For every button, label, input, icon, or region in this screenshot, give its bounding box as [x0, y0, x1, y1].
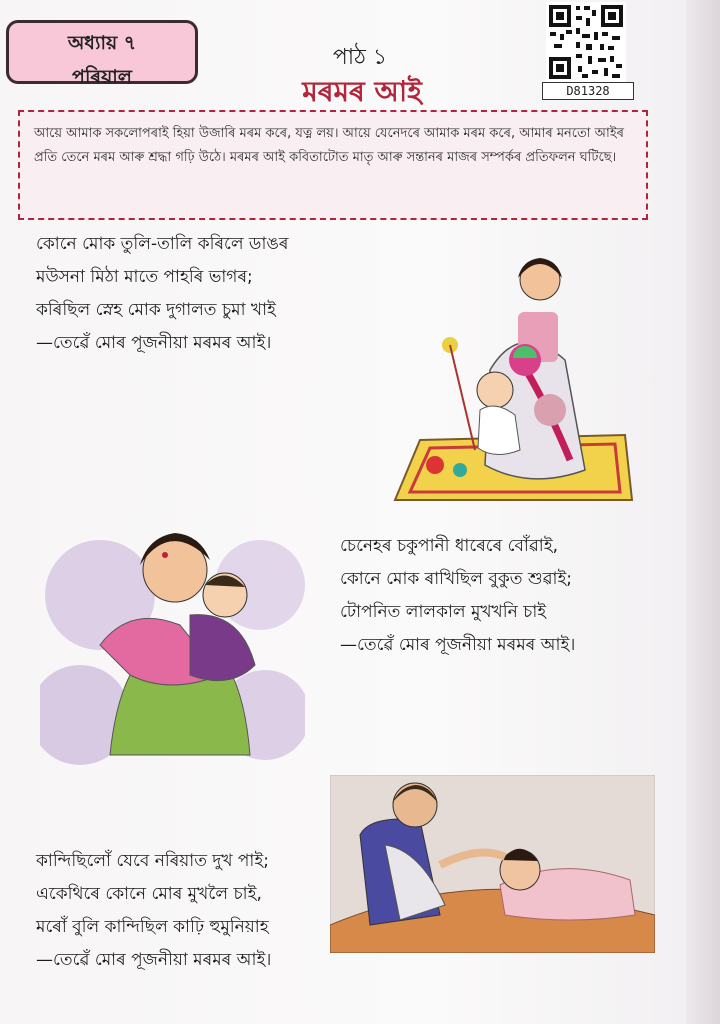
poem-stanza-2 — [340, 530, 575, 662]
poem-stanza-1 — [36, 228, 288, 360]
chapter-label-box — [6, 20, 198, 88]
mother-playing-with-baby-illustration — [370, 250, 640, 520]
poem-line: মৰোঁ বুলি কান্দিছিল কাঢ়ি হুমুনিয়াহ — [36, 917, 269, 937]
poem-line: মউসনা মিঠা মাতে পাহৰি ভাগৰ; — [36, 267, 253, 287]
poem-line: কোনে মোক তুলি-তালি কৰিলে ডাঙৰ — [36, 234, 289, 254]
poem-line: —তেৱেঁ মোৰ পূজনীয়া মৰমৰ আই। — [340, 635, 576, 655]
chapter-name: পৰিয়াল — [72, 66, 132, 88]
qr-code-icon[interactable] — [546, 2, 626, 82]
mother-hugging-child-illustration — [40, 515, 305, 785]
chapter-number: অধ্যায় ৭ — [67, 32, 137, 54]
mother-caring-sick-child-illustration — [330, 775, 655, 953]
poem-line: কোনে মোক ৰাখিছিল বুকুত শুৱাই; — [340, 569, 573, 589]
poem-line: একেথিৰে কোনে মোৰ মুখলৈ চাই, — [36, 884, 262, 904]
poem-line: —তেৱেঁ মোৰ পূজনীয়া মৰমৰ আই। — [36, 333, 272, 353]
page-edge — [686, 0, 720, 1024]
lesson-intro: আয়ে আমাক সকলোপৰাই হিয়া উজাৰি মৰম কৰে, যত্ন লয়। আয়ে যেনেদৰে আমাক মৰম কৰে, আমাৰ মনতো আইৰ প্ৰতি তেনে মৰম আৰু শ্ৰদ্ধা গঢ়ি উঠে। মৰমৰ আই কবিতাটোত মাতৃ আৰু সন্তানৰ মাজৰ সম্পৰ্কৰ প্ৰতিফলন ঘটিছে। — [18, 110, 648, 220]
lesson-number: পাঠ ১ — [332, 45, 388, 70]
poem-stanza-3 — [36, 845, 271, 977]
poem-line: কৰিছিল স্নেহ মোক দুগালত চুমা খাই — [36, 300, 276, 320]
poem-line: চেনেহৰ চকুপানী ধাৰেৰে বোঁৱাই, — [340, 536, 558, 556]
lesson-title: মৰমৰ আই — [302, 75, 422, 108]
qr-code-text: D81328 — [542, 82, 634, 100]
poem-line: কান্দিছিলোঁ যেবে নৰিয়াত দুখ পাই; — [36, 851, 269, 871]
poem-line: —তেৱেঁ মোৰ পূজনীয়া মৰমৰ আই। — [36, 950, 272, 970]
poem-line: টোপনিত লালকাল মুখখনি চাই — [340, 602, 547, 622]
